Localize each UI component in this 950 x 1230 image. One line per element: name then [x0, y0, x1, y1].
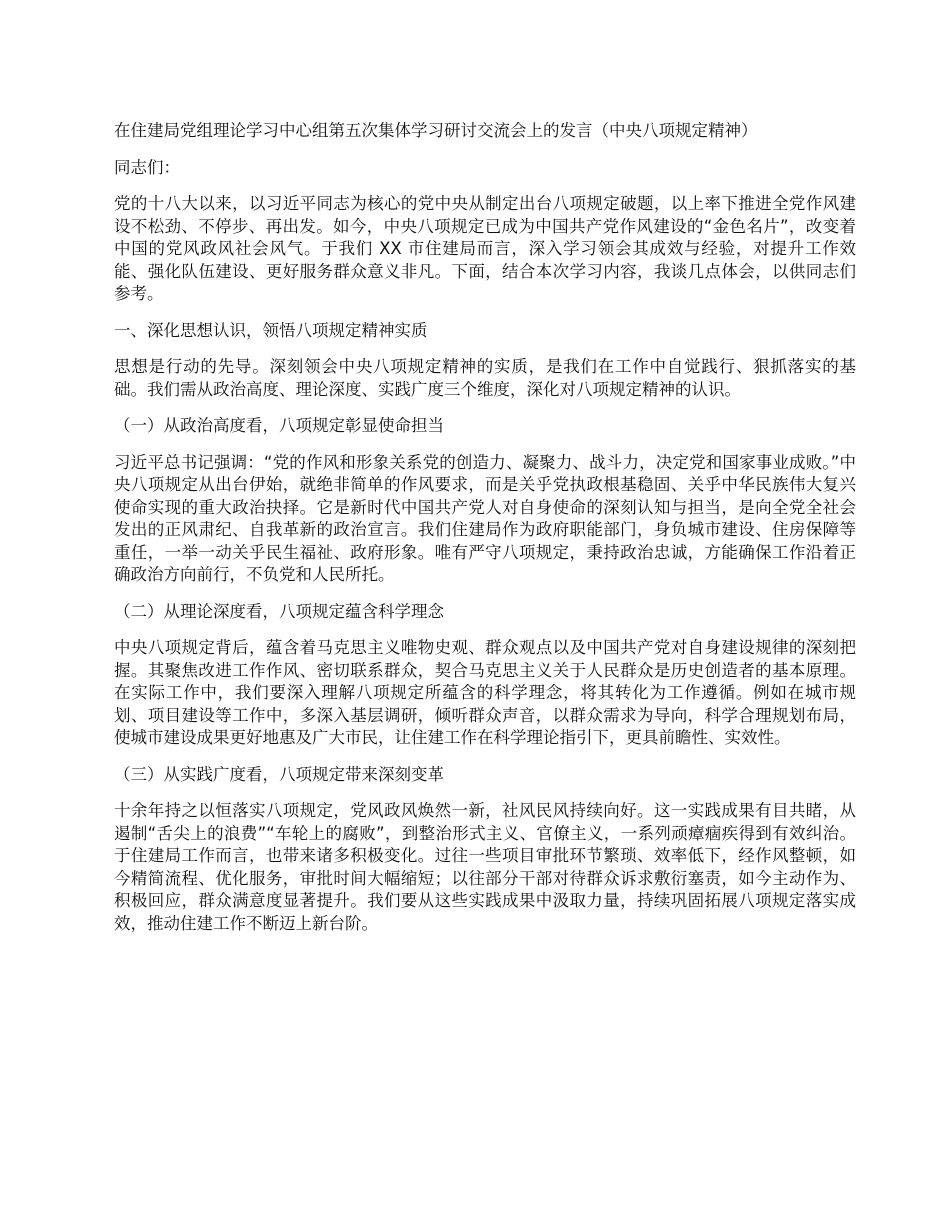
- document-title: 在住建局党组理论学习中心组第五次集体学习研讨交流会上的发言（中央八项规定精神）: [114, 121, 758, 140]
- subheading-1: （一）从政治高度看，八项规定彰显使命担当: [114, 416, 444, 435]
- subheading-3: （三）从实践广度看，八项规定带来深刻变革: [114, 764, 444, 784]
- document-body: [114, 120, 856, 949]
- section-heading-1: 一、深化思想认识，领悟八项规定精神实质: [114, 320, 428, 340]
- paragraph-subsection-1: 习近平总书记强调：“党的作风和形象关系党的创造力、凝聚力、战斗力，决定党和国家事业成败。”中央八项规定从出台伊始，就绝非简单的作风要求，而是关乎党执政根基稳固、关乎中华民族伟大复兴使命实现的重大政治抉择。它是新时代中国共产党人对自身使命的深刻认知与担当，是向全党全社会发出的正风肃纪、自我革新的政治宣言。我们住建局作为政府职能部门，身负城市建设、住房保障等重任，一举一动关乎民生福祉、政府形象。唯有严守八项规定，秉持政治忠诚，方能确保工作沿着正确政治方向前行，不负党和人民所托。: [114, 452, 856, 584]
- paragraph-subsection-3: 十余年持之以恒落实八项规定，党风政风焕然一新，社风民风持续向好。这一实践成果有目共睹，从遏制“舌尖上的浪费”“车轮上的腐败”，到整治形式主义、官僚主义，一系列顽瘴痼疾得到有效纠治。于住建局工作而言，也带来诸多积极变化。过往一些项目审批环节繁琐、效率低下，经作风整顿，如今精简流程、优化服务，审批时间大幅缩短；以往部分干部对待群众诉求敷衍塞责，如今主动作为、积极回应，群众满意度显著提升。我们要从这些实践成果中汲取力量，持续巩固拓展八项规定落实成效，推动住建工作不断迈上新台阶。: [114, 801, 856, 933]
- paragraph-subsection-2: 中央八项规定背后，蕴含着马克思主义唯物史观、群众观点以及中国共产党对自身建设规律的深刻把握。其聚焦改进工作作风、密切联系群众，契合马克思主义关于人民群众是历史创造者的基本原理。在实际工作中，我们要深入理解八项规定所蕴含的科学理念，将其转化为工作遵循。例如在城市规划、项目建设等工作中，多深入基层调研，倾听群众声音，以群众需求为导向，科学合理规划布局，使城市建设成果更好地惠及广大市民，让住建工作在科学理论指引下，更具前瞻性、实效性。: [114, 638, 856, 747]
- subheading-2: （二）从理论深度看，八项规定蕴含科学理念: [114, 601, 444, 621]
- salutation: 同志们：: [114, 157, 180, 177]
- paragraph-intro: 党的十八大以来，以习近平同志为核心的党中央从制定出台八项规定破题，以上率下推进全党作风建设不松劲、不停步、再出发。如今，中央八项规定已成为中国共产党作风建设的“金色名片”，改变着中国的党风政风社会风气。于我们 XX 市住建局而言，深入学习领会其成效与经验，对提升工作效能、强化队伍建设、更好服务群众意义非凡。下面，结合本次学习内容，我谈几点体会，以供同志们参考。: [114, 194, 856, 303]
- paragraph-section-1: 思想是行动的先导。深刻领会中央八项规定精神的实质，是我们在工作中自觉践行、狠抓落实的基础。我们需从政治高度、理论深度、实践广度三个维度，深化对八项规定精神的认识。: [114, 357, 856, 399]
